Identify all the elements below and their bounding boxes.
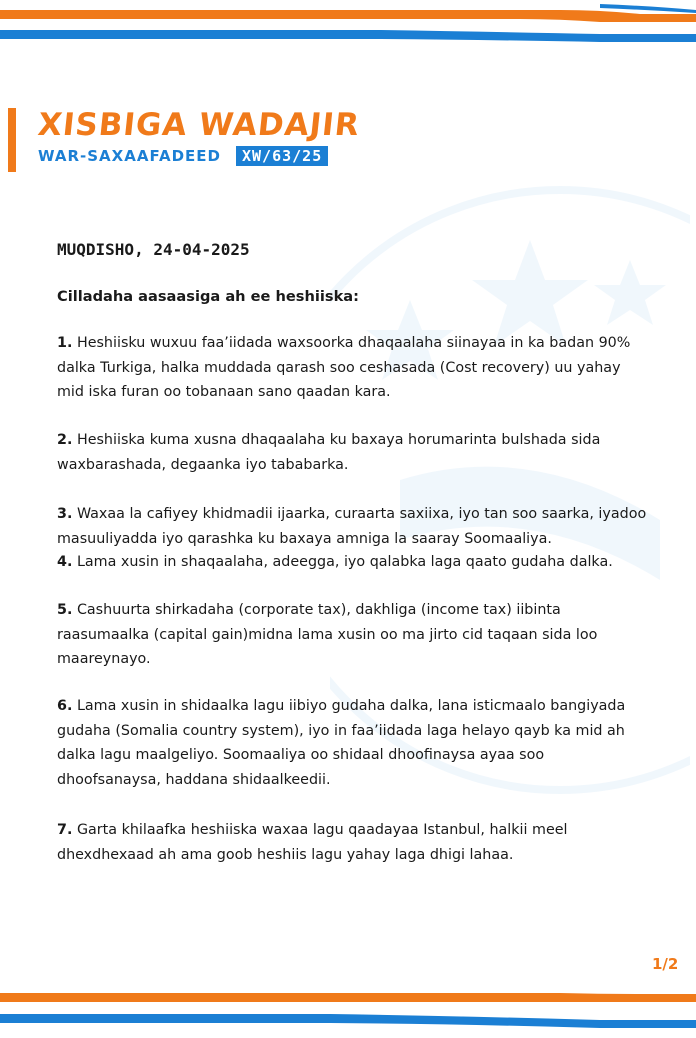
point-text: Waxaa la cafiyey khidmadii ijaarka, curaarta saxiixa, iyo tan soo saarka, iyadoo masuuliyadda iyo qarashka ku baxaya amniga la saaray Soomaaliya.: [57, 506, 647, 547]
point-text: Lama xusin in shidaalka lagu iibiyo gudaha dalka, lana isticmaalo bangiyada gudaha (Somalia country system), iyo in faa’iidada laga helayo qayb ka mid ah dalka lagu maalgeliyo. Soomaaliya oo shidaal dhoofinaysa ayaa soo dhoofsanaysa, haddana shidaalkeedii.: [57, 698, 626, 788]
point-6: [57, 694, 647, 792]
brand-accent-bar: [8, 108, 16, 172]
bottom-stripes: [0, 988, 696, 1036]
top-stripes: [0, 0, 696, 48]
page-number: 1/2: [652, 955, 679, 973]
point-text: Heshiiska kuma xusna dhaqaalaha ku baxaya horumarinta bulshada sida waxbarashada, degaanka iyo tababarka.: [57, 432, 601, 473]
point-number: 5.: [57, 602, 73, 618]
point-text: Lama xusin in shaqaalaha, adeegga, iyo qalabka laga qaato gudaha dalka.: [76, 554, 613, 570]
point-text: Garta khilaafka heshiiska waxaa lagu qaadayaa Istanbul, halkii meel dhexdhexaad ah ama goob heshiis lagu yahay laga dhigi lahaa.: [57, 822, 568, 863]
point-number: 2.: [57, 432, 73, 448]
point-number: 3.: [57, 506, 73, 522]
point-1: [57, 331, 647, 405]
point-number: 6.: [57, 698, 73, 714]
point-2: [57, 428, 647, 477]
point-5: [57, 598, 647, 672]
point-text: Heshiisku wuxuu faa’iidada waxsoorka dhaqaalaha siinayaa in ka badan 90% dalka Turkiga, halka muddada qarash soo ceshasada (Cost recovery) uu yahay mid iska furan oo tobanaan sano qaadan kara.: [57, 335, 631, 400]
point-number: 1.: [57, 335, 73, 351]
point-7: [57, 818, 647, 867]
section-title: Cilladaha aasaasiga ah ee heshiiska:: [57, 288, 359, 305]
reference-number-badge: XW/63/25: [236, 146, 328, 166]
point-text: Cashuurta shirkadaha (corporate tax), dakhliga (income tax) iibinta raasumaalka (capital gain)midna lama xusin oo ma jirto cid taqaan sida loo maareynayo.: [57, 602, 598, 667]
dateline: MUQDISHO, 24-04-2025: [57, 240, 250, 259]
point-number: 4.: [57, 554, 73, 570]
document-type: WAR-SAXAAFADEED: [38, 147, 221, 165]
point-3: [57, 502, 647, 551]
party-name: XISBIGA WADAJIR: [36, 107, 362, 143]
point-4: [57, 550, 647, 575]
point-number: 7.: [57, 822, 73, 838]
